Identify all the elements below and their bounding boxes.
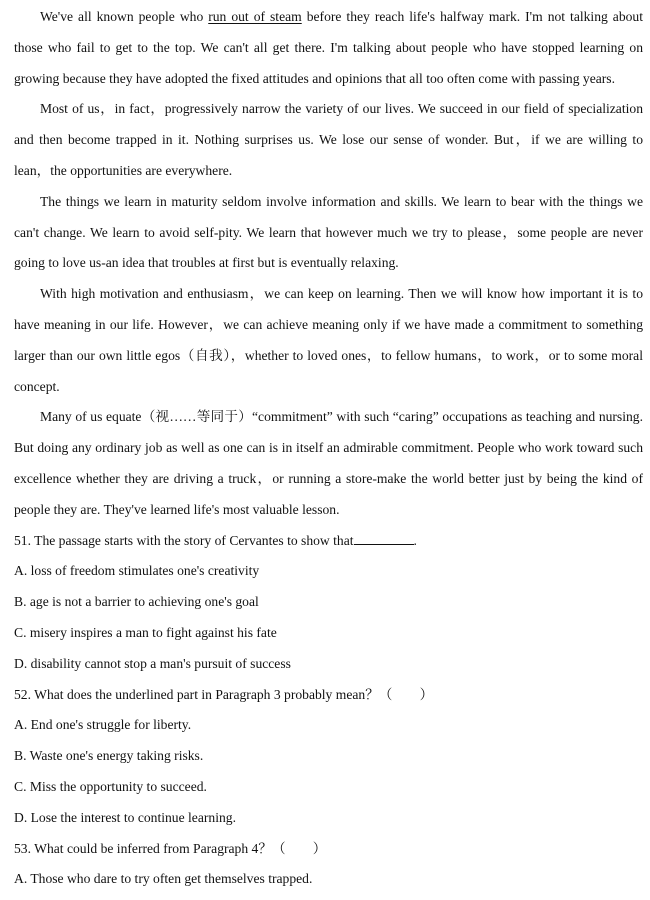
option-d: D. Lose the interest to continue learning. <box>14 809 236 825</box>
question-stem <box>14 526 643 557</box>
paragraph-line: can't change. We learn to avoid self-pity. We learn that however much we try to please，some people are never <box>14 224 643 240</box>
paragraph-line: concept. <box>14 378 60 394</box>
document-page <box>14 2 643 895</box>
paragraph-line: growing because they have adopted the fixed attitudes and opinions that all too often come with passing years. <box>14 70 615 86</box>
question-stem: 52. What does the underlined part in Paragraph 3 probably mean？（ ） <box>14 686 434 702</box>
paragraph-1 <box>14 2 643 94</box>
paragraph-line: those who fail to get to the top. We can't all get there. I'm talking about people who have stopped learning on <box>14 39 643 55</box>
paragraph-line: With high motivation and enthusiasm，we can keep on learning. Then we will know how important it is to <box>40 286 643 302</box>
paragraph-line: But doing any ordinary job as well as one can is in itself an admirable commitment. People who work toward such <box>14 440 643 456</box>
text-span: before they reach life's halfway mark. I'm not talking about <box>301 9 643 24</box>
question-stem: 53. What could be inferred from Paragraph 4？（ ） <box>14 840 327 856</box>
answer-blank <box>354 532 414 545</box>
text-span: We've all known people who <box>40 9 209 24</box>
question-52 <box>14 680 643 834</box>
paragraph-2 <box>14 94 643 186</box>
paragraph-line: Most of us，in fact，progressively narrow the variety of our lives. We succeed in our field of specialization <box>40 101 643 117</box>
paragraph-line: have meaning in our life. However，we can achieve meaning only if we have made a commitment to something <box>14 316 643 332</box>
option-b: B. age is not a barrier to achieving one's goal <box>14 594 259 610</box>
paragraph-line <box>14 2 643 33</box>
paragraph-4 <box>14 279 643 402</box>
stem-end: . <box>413 532 417 548</box>
option-a: A. Those who dare to try often get themselves trapped. <box>14 871 313 887</box>
paragraph-line: and then become trapped in it. Nothing surprises us. We lose our sense of wonder. But，if we are willing to <box>14 132 643 148</box>
paragraph-line: Many of us equate（视……等同于）“commitment” with such “caring” occupations as teaching and nursing. <box>40 409 643 425</box>
option-c: C. Miss the opportunity to succeed. <box>14 778 207 794</box>
stem-text: 51. The passage starts with the story of Cervantes to show that <box>14 532 354 548</box>
paragraph-5 <box>14 402 643 525</box>
underlined-phrase: run out of steam <box>208 9 302 24</box>
option-c: C. misery inspires a man to fight against his fate <box>14 624 277 640</box>
question-51 <box>14 526 643 680</box>
option-a: A. End one's struggle for liberty. <box>14 717 192 733</box>
paragraph-line: excellence whether they are driving a truck，or running a store-make the world better just by being the kind of <box>14 470 643 486</box>
option-a: A. loss of freedom stimulates one's creativity <box>14 563 260 579</box>
paragraph-3 <box>14 187 643 279</box>
paragraph-line: going to love us-an idea that troubles at first but is eventually relaxing. <box>14 255 399 271</box>
paragraph-line: The things we learn in maturity seldom involve information and skills. We learn to bear with the things we <box>40 193 643 209</box>
option-d: D. disability cannot stop a man's pursuit of success <box>14 655 291 671</box>
question-53 <box>14 834 643 896</box>
option-b: B. Waste one's energy taking risks. <box>14 748 204 764</box>
paragraph-line: lean，the opportunities are everywhere. <box>14 162 233 178</box>
paragraph-line: people they are. They've learned life's most valuable lesson. <box>14 501 340 517</box>
paragraph-line: larger than our own little egos（自我），whether to loved ones，to fellow humans，to work，or to some moral <box>14 347 643 363</box>
